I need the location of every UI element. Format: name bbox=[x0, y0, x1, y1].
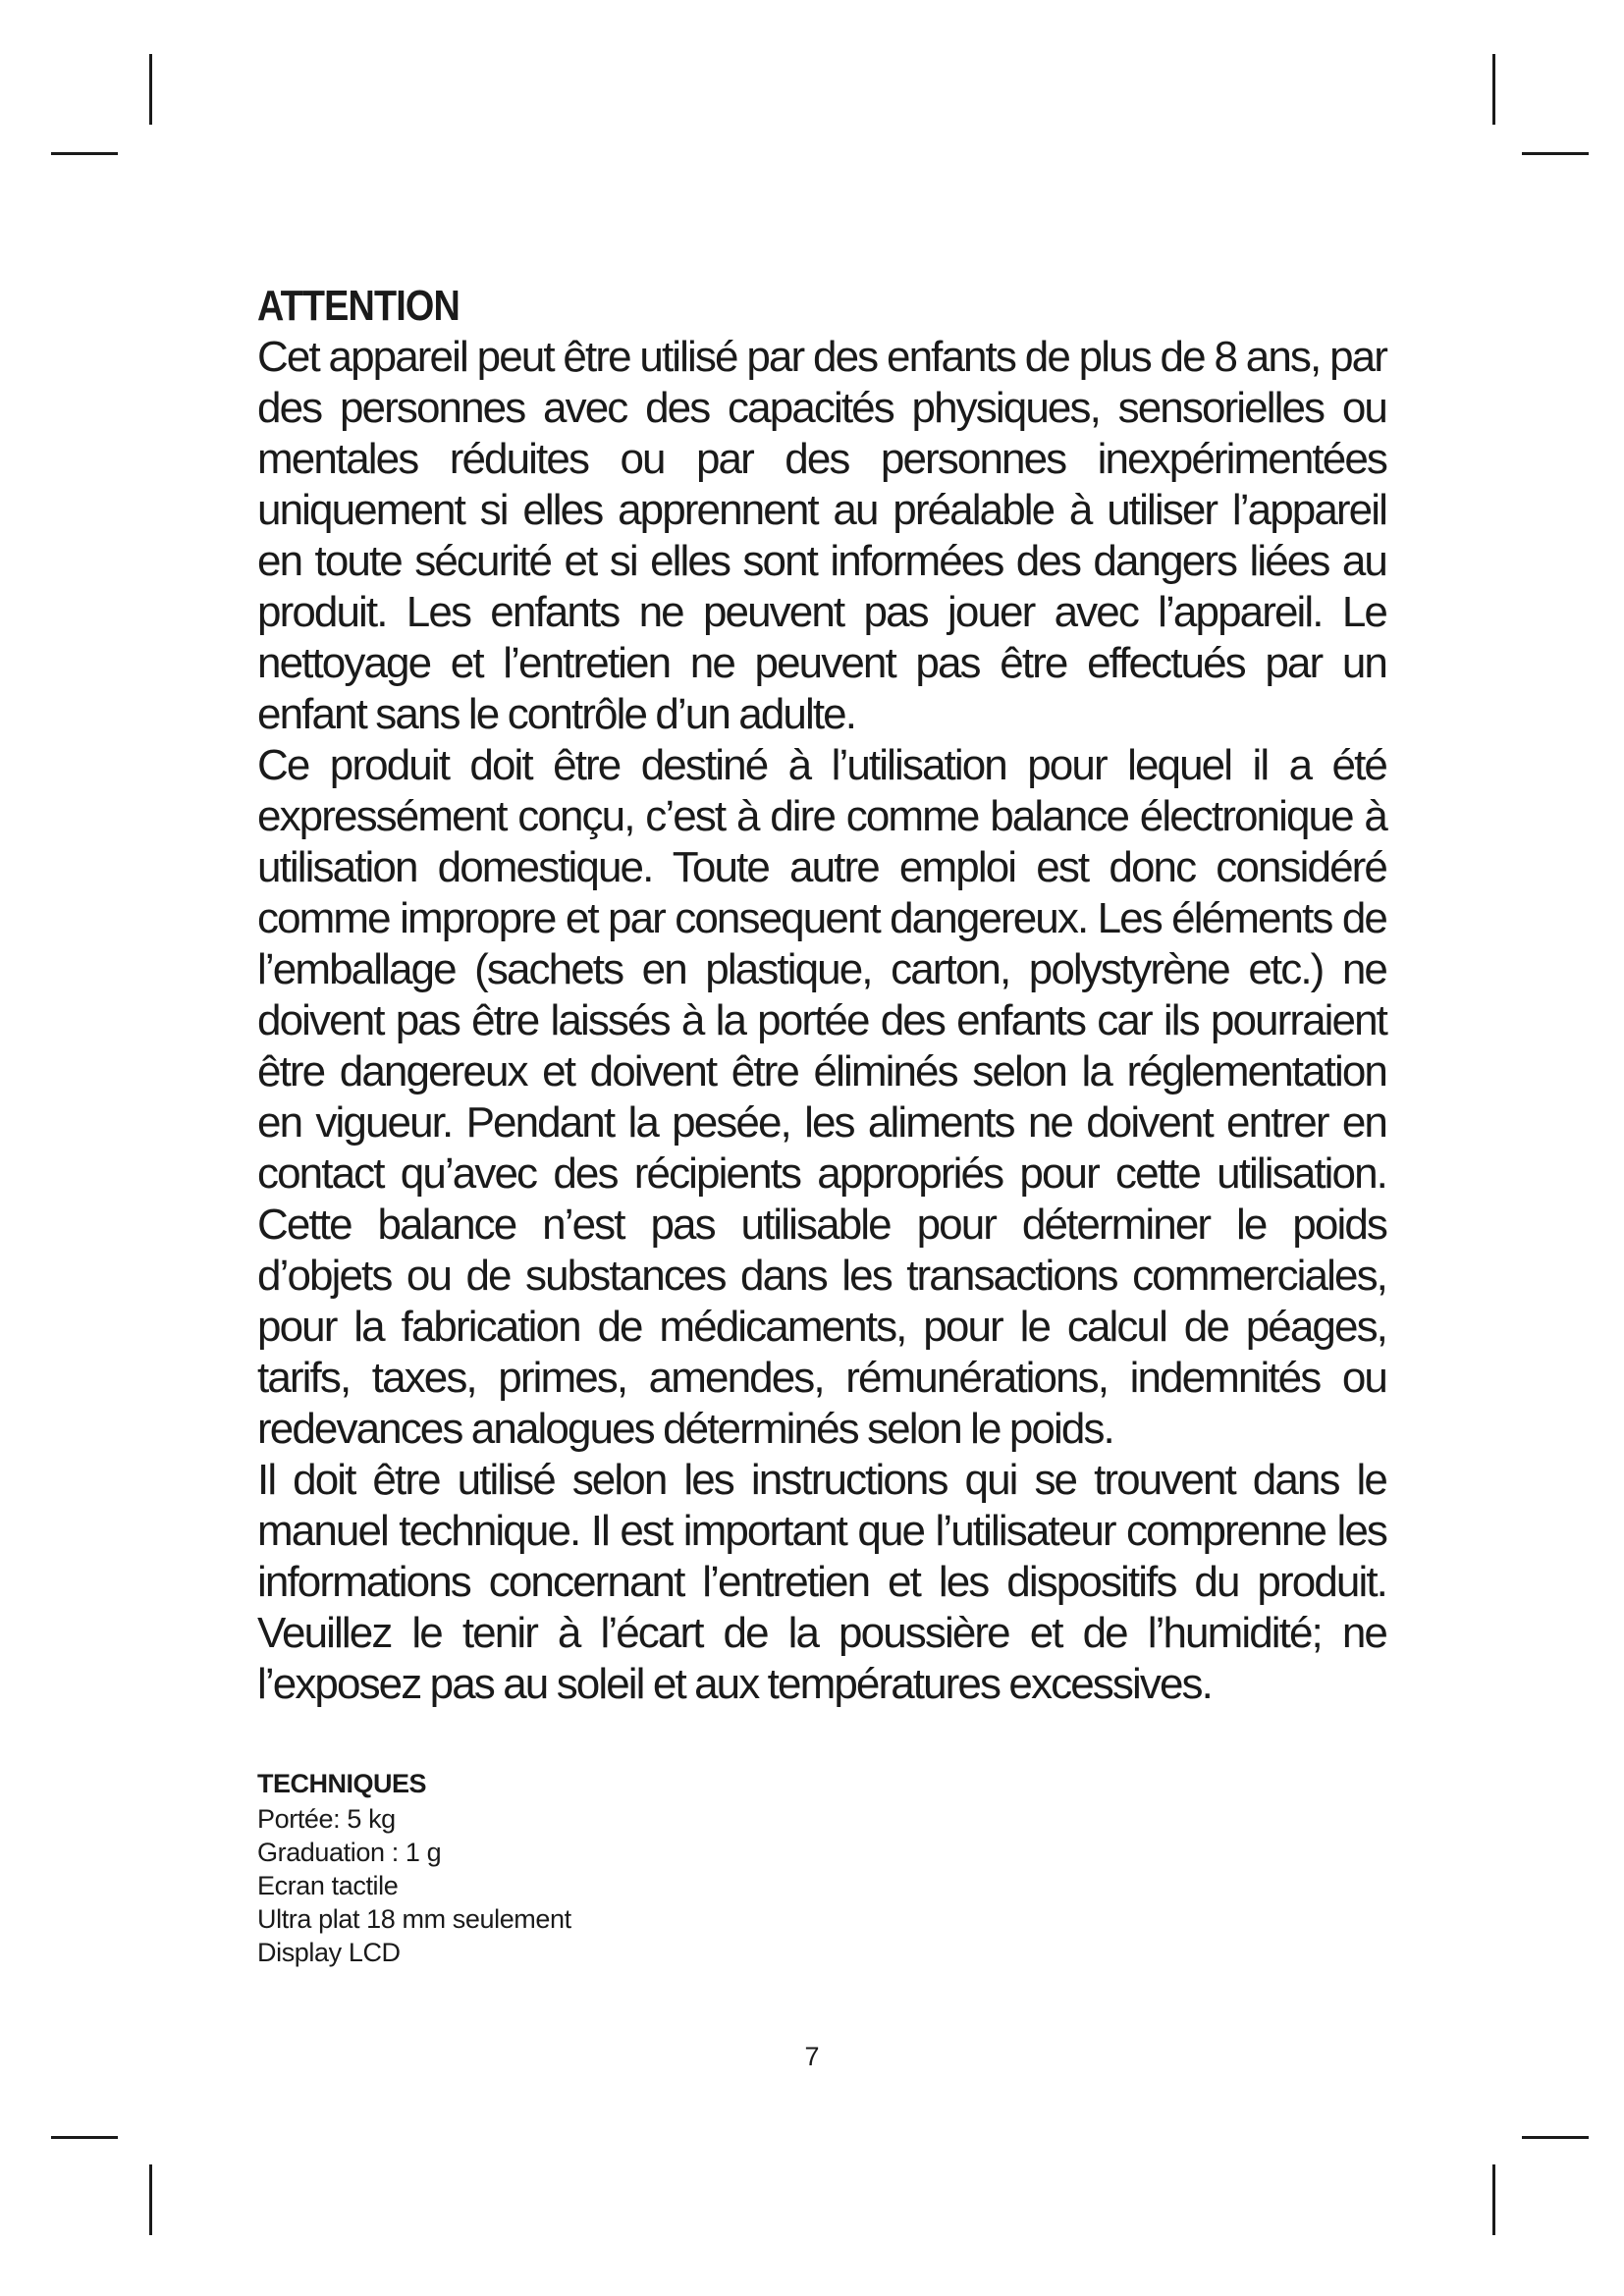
attention-section bbox=[257, 283, 1386, 1710]
attention-heading: ATTENTION bbox=[257, 282, 460, 330]
crop-mark-top-right-horizontal bbox=[1522, 152, 1589, 155]
techniques-section bbox=[257, 1767, 945, 1969]
crop-mark-bottom-left-horizontal bbox=[51, 2136, 118, 2139]
spec-item: Portée: 5 kg bbox=[257, 1804, 396, 1834]
crop-mark-top-left-horizontal bbox=[51, 152, 118, 155]
techniques-heading: TECHNIQUES bbox=[257, 1769, 427, 1798]
spec-item: Display LCD bbox=[257, 1938, 401, 1967]
spec-item: Ultra plat 18 mm seulement bbox=[257, 1904, 571, 1934]
crop-mark-top-right-vertical bbox=[1492, 54, 1495, 125]
spec-item: Ecran tactile bbox=[257, 1871, 399, 1900]
safety-paragraph: Cet appareil peut être utilisé par des enfants de plus de 8 ans, par des personnes avec des capacités physiques, sensorielles ou mentales réduites ou par des personnes inexpérimentées uniquement si elles apprennent au préalable à utiliser l’appareil en toute sécurité et si elles sont informées des dangers liées au produit. Les enfants ne peuvent pas jouer avec l’appareil. Le nettoyage et l’entretien ne peuvent pas être effectués par un enfant sans le contrôle d’un adulte. bbox=[257, 333, 1386, 738]
maintenance-paragraph: Il doit être utilisé selon les instructions qui se trouvent dans le manuel technique. Il est important que l’utilisateur comprenne les informations concernant l’entretien et les dispositifs du produit. Veuillez le tenir à l’écart de la poussière et de l’humidité; ne l’exposez pas au soleil et aux températures excessives. bbox=[257, 1456, 1386, 1708]
page-number: 7 bbox=[804, 2042, 820, 2071]
usage-paragraph: Ce produit doit être destiné à l’utilisation pour lequel il a été expressément conçu, c’est à dire comme balance électronique à utilisation domestique. Toute autre emploi est donc considéré comme impropre et par consequent dangereux. Les éléments de l’emballage (sachets en plastique, carton, polystyrène etc.) ne doivent pas être laissés à la portée des enfants car ils pourraient être dangereux et doivent être éliminés selon la réglementation en vigueur. Pendant la pesée, les aliments ne doivent entrer en contact qu’avec des récipients appropriés pour cette utilisation. Cette balance n’est pas utilisable pour déterminer le poids d’objets ou de substances dans les transactions commerciales, pour la fabrication de médicaments, pour le calcul de péages, tarifs, taxes, primes, amendes, rémunérations, indemnités ou redevances analogues déterminés selon le poids. bbox=[257, 741, 1386, 1453]
crop-mark-top-left-vertical bbox=[149, 54, 152, 125]
crop-mark-bottom-right-vertical bbox=[1492, 2164, 1495, 2235]
crop-mark-bottom-right-horizontal bbox=[1522, 2136, 1589, 2139]
crop-mark-bottom-left-vertical bbox=[149, 2164, 152, 2235]
spec-item: Graduation : 1 g bbox=[257, 1838, 442, 1867]
